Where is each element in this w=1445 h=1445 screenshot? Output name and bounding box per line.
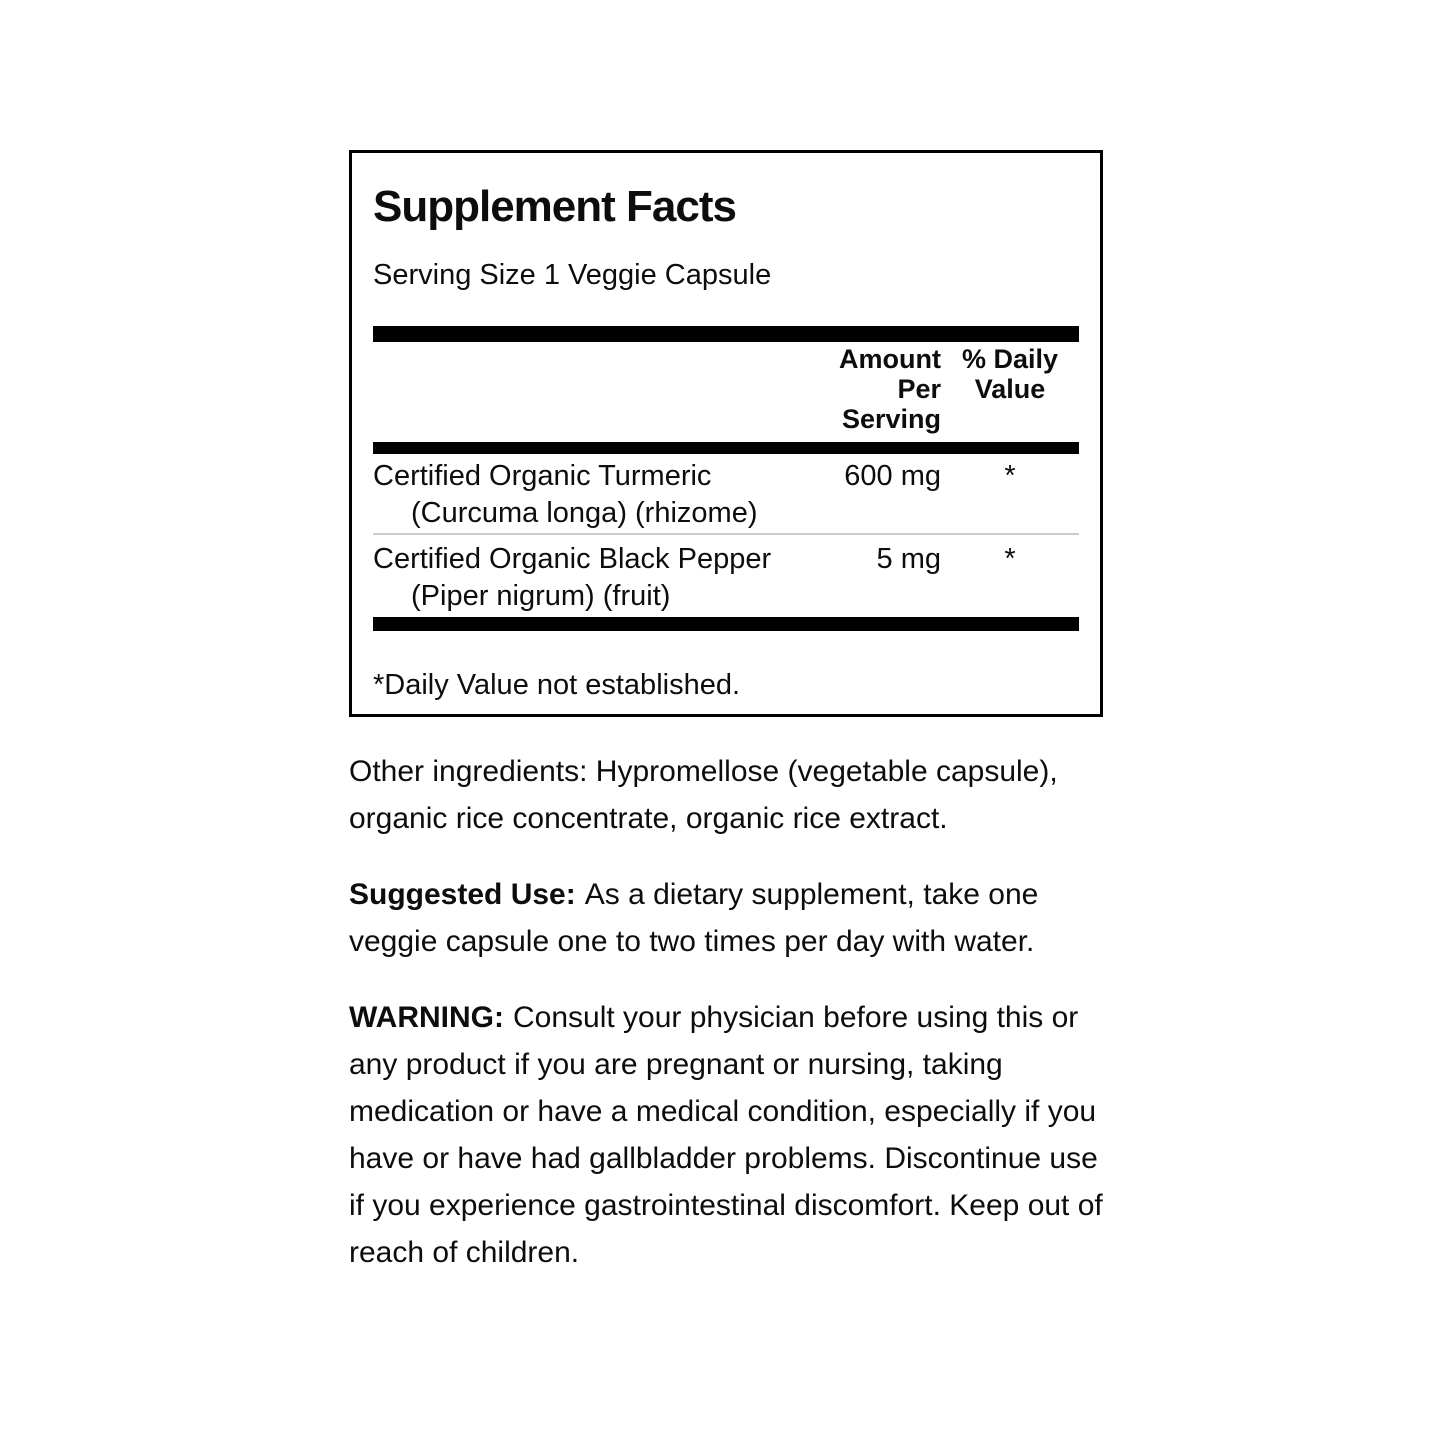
- serving-size: Serving Size 1 Veggie Capsule: [373, 259, 772, 291]
- ingredient-name: [373, 541, 791, 615]
- text-line: veggie capsule one to two times per day with water.: [349, 925, 1035, 958]
- text-line: medication or have a medical condition, especially if you: [349, 1095, 1097, 1128]
- ingredient-daily-value: *: [1004, 459, 1016, 492]
- ingredient-amount: 600 mg: [844, 459, 941, 492]
- header-line: Value: [974, 373, 1046, 404]
- text-segment: As a dietary supplement, take one: [584, 878, 1039, 911]
- header-line: Amount: [839, 343, 941, 374]
- suggested-use-label: Suggested Use:: [349, 878, 576, 911]
- ingredient-amount: 5 mg: [876, 542, 941, 575]
- text-segment: Consult your physician before using this or: [512, 1001, 1079, 1034]
- ingredient-daily-value: *: [1004, 542, 1016, 575]
- header-line: % Daily: [961, 343, 1059, 374]
- text-line: reach of children.: [349, 1236, 580, 1269]
- other-ingredients-paragraph: [349, 748, 1139, 842]
- ingredient-name-line: Certified Organic Black Pepper: [373, 542, 772, 575]
- panel-title: Supplement Facts: [373, 182, 736, 231]
- ingredient-name-line: (Curcuma longa) (rhizome): [411, 496, 758, 529]
- supplement-facts-panel: [349, 150, 1103, 717]
- ingredient-name: [373, 458, 791, 532]
- amount-per-serving-header: [791, 344, 941, 434]
- text-line: any product if you are pregnant or nursing, taking: [349, 1048, 1003, 1081]
- text-line: [349, 994, 1139, 1041]
- header-divider-bar: [373, 442, 1079, 454]
- warning-paragraph: [349, 994, 1139, 1276]
- table-header-row: [373, 342, 1079, 442]
- ingredient-name-line: Certified Organic Turmeric: [373, 459, 712, 492]
- bottom-divider-bar: [373, 617, 1079, 631]
- top-divider-bar: [373, 326, 1079, 342]
- warning-label: WARNING:: [349, 1001, 504, 1034]
- label-body-text: [349, 748, 1139, 1276]
- table-row-black-pepper: [373, 535, 1079, 617]
- percent-daily-value-header: [941, 344, 1079, 404]
- text-line: [349, 871, 1139, 918]
- daily-value-footnote: *Daily Value not established.: [373, 668, 741, 701]
- facts-table: [373, 342, 1079, 631]
- header-line: Per Serving: [841, 373, 941, 434]
- table-row-turmeric: [373, 454, 1079, 533]
- suggested-use-paragraph: [349, 871, 1139, 965]
- text-line: if you experience gastrointestinal discomfort. Keep out of: [349, 1189, 1103, 1222]
- text-line: have or have had gallbladder problems. Discontinue use: [349, 1142, 1098, 1175]
- text-line: organic rice concentrate, organic rice extract.: [349, 802, 948, 835]
- ingredient-name-line: (Piper nigrum) (fruit): [411, 579, 671, 612]
- text-line: Other ingredients: Hypromellose (vegetable capsule),: [349, 755, 1058, 788]
